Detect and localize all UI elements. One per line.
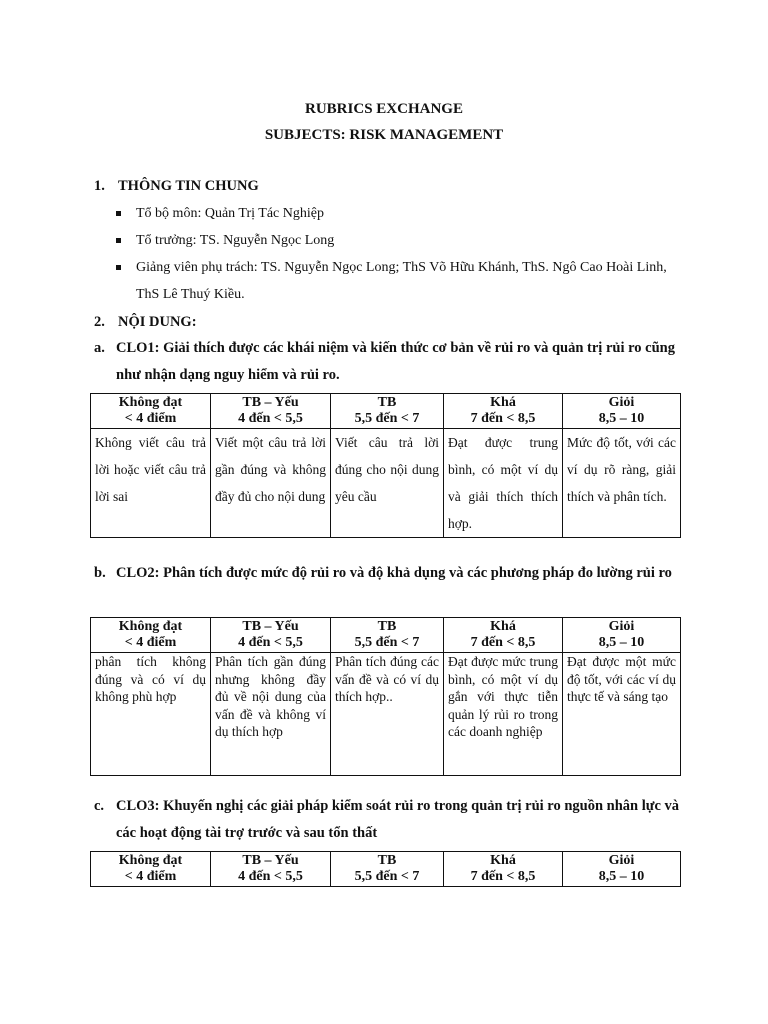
- section-number: 1.: [94, 178, 105, 194]
- clo2-rubric-table: [90, 617, 681, 776]
- grade-header-average: TB 5,5 đến < 7: [331, 852, 444, 887]
- grade-header-average: TB 5,5 đến < 7: [331, 618, 444, 653]
- clo1-rubric-table: [90, 393, 681, 538]
- criteria-cell: Phân tích đúng các vấn đề và có ví dụ thích hợp..: [331, 653, 444, 776]
- table-row: [91, 429, 681, 538]
- criteria-cell: Phân tích gần đúng nhưng không đầy đủ về nội dung của vấn đề và không ví dụ thích hợp: [211, 653, 331, 776]
- criteria-cell: Không viết câu trả lời hoặc viết câu trả lời sai: [91, 429, 211, 538]
- clo-text: CLO3: Khuyến nghị các giải pháp kiểm soát rủi ro trong quản trị rủi ro nguồn nhân lực và các hoạt động tài trợ trước và sau tổn thất: [116, 798, 680, 841]
- clo-letter: b.: [94, 565, 106, 581]
- clo1-heading: [94, 335, 684, 389]
- criteria-cell: Đạt được mức trung bình, có một ví dụ gắn với thực tiễn quản lý rủi ro trong các doanh nghiệp: [444, 653, 563, 776]
- clo3-rubric-table: [90, 851, 681, 887]
- grade-header-excellent: Giỏi 8,5 – 10: [563, 394, 681, 429]
- criteria-cell: phân tích không đúng và có ví dụ không phù hợp: [91, 653, 211, 776]
- grade-header-fail: Không đạt < 4 điểm: [91, 852, 211, 887]
- clo3-heading: [94, 793, 684, 847]
- list-item: Giảng viên phụ trách: TS. Nguyễn Ngọc Long; ThS Võ Hữu Khánh, ThS. Ngô Cao Hoài Linh, ThS Lê Thuý Kiều.: [114, 254, 684, 308]
- table-header-row: [91, 852, 681, 887]
- general-info-list: [114, 200, 684, 308]
- section-title: NỘI DUNG:: [118, 314, 197, 330]
- section-number: 2.: [94, 314, 105, 330]
- clo-text: CLO2: Phân tích được mức độ rủi ro và độ khả dụng và các phương pháp đo lường rủi ro: [116, 565, 672, 581]
- criteria-cell: Viết một câu trả lời gần đúng và không đầy đủ cho nội dung: [211, 429, 331, 538]
- bullet-icon: [116, 238, 121, 243]
- grade-header-average-weak: TB – Yếu 4 đến < 5,5: [211, 618, 331, 653]
- section-title: THÔNG TIN CHUNG: [118, 178, 259, 194]
- bullet-icon: [116, 265, 121, 270]
- criteria-cell: Đạt được một mức độ tốt, với các ví dụ thực tế và sáng tạo: [563, 653, 681, 776]
- bullet-icon: [116, 211, 121, 216]
- grade-header-excellent: Giỏi 8,5 – 10: [563, 852, 681, 887]
- table-row: [91, 653, 681, 776]
- list-item: Tổ trưởng: TS. Nguyễn Ngọc Long: [114, 227, 684, 254]
- grade-header-fail: Không đạt < 4 điểm: [91, 394, 211, 429]
- grade-header-good: Khá 7 đến < 8,5: [444, 394, 563, 429]
- criteria-cell: Đạt được trung bình, có một ví dụ và giải thích thích hợp.: [444, 429, 563, 538]
- document-title: RUBRICS EXCHANGE: [305, 101, 463, 117]
- clo-letter: c.: [94, 798, 105, 814]
- clo-text: CLO1: Giải thích được các khái niệm và kiến thức cơ bản về rủi ro và quản trị rủi ro cũng như nhận dạng nguy hiểm và rủi ro.: [116, 340, 675, 383]
- clo-letter: a.: [94, 340, 105, 356]
- criteria-cell: Viết câu trả lời đúng cho nội dung yêu cầu: [331, 429, 444, 538]
- grade-header-excellent: Giỏi 8,5 – 10: [563, 618, 681, 653]
- table-header-row: [91, 394, 681, 429]
- grade-header-good: Khá 7 đến < 8,5: [444, 618, 563, 653]
- section-heading-general-info: [94, 178, 259, 195]
- grade-header-fail: Không đạt < 4 điểm: [91, 618, 211, 653]
- criteria-cell: Mức độ tốt, với các ví dụ rõ ràng, giải thích và phân tích.: [563, 429, 681, 538]
- document-subtitle: SUBJECTS: RISK MANAGEMENT: [264, 127, 504, 143]
- list-item: Tổ bộ môn: Quản Trị Tác Nghiệp: [114, 200, 684, 227]
- grade-header-average: TB 5,5 đến < 7: [331, 394, 444, 429]
- grade-header-average-weak: TB – Yếu 4 đến < 5,5: [211, 852, 331, 887]
- grade-header-good: Khá 7 đến < 8,5: [444, 852, 563, 887]
- section-heading-content: [94, 314, 197, 331]
- clo2-heading: [94, 560, 684, 587]
- grade-header-average-weak: TB – Yếu 4 đến < 5,5: [211, 394, 331, 429]
- table-header-row: [91, 618, 681, 653]
